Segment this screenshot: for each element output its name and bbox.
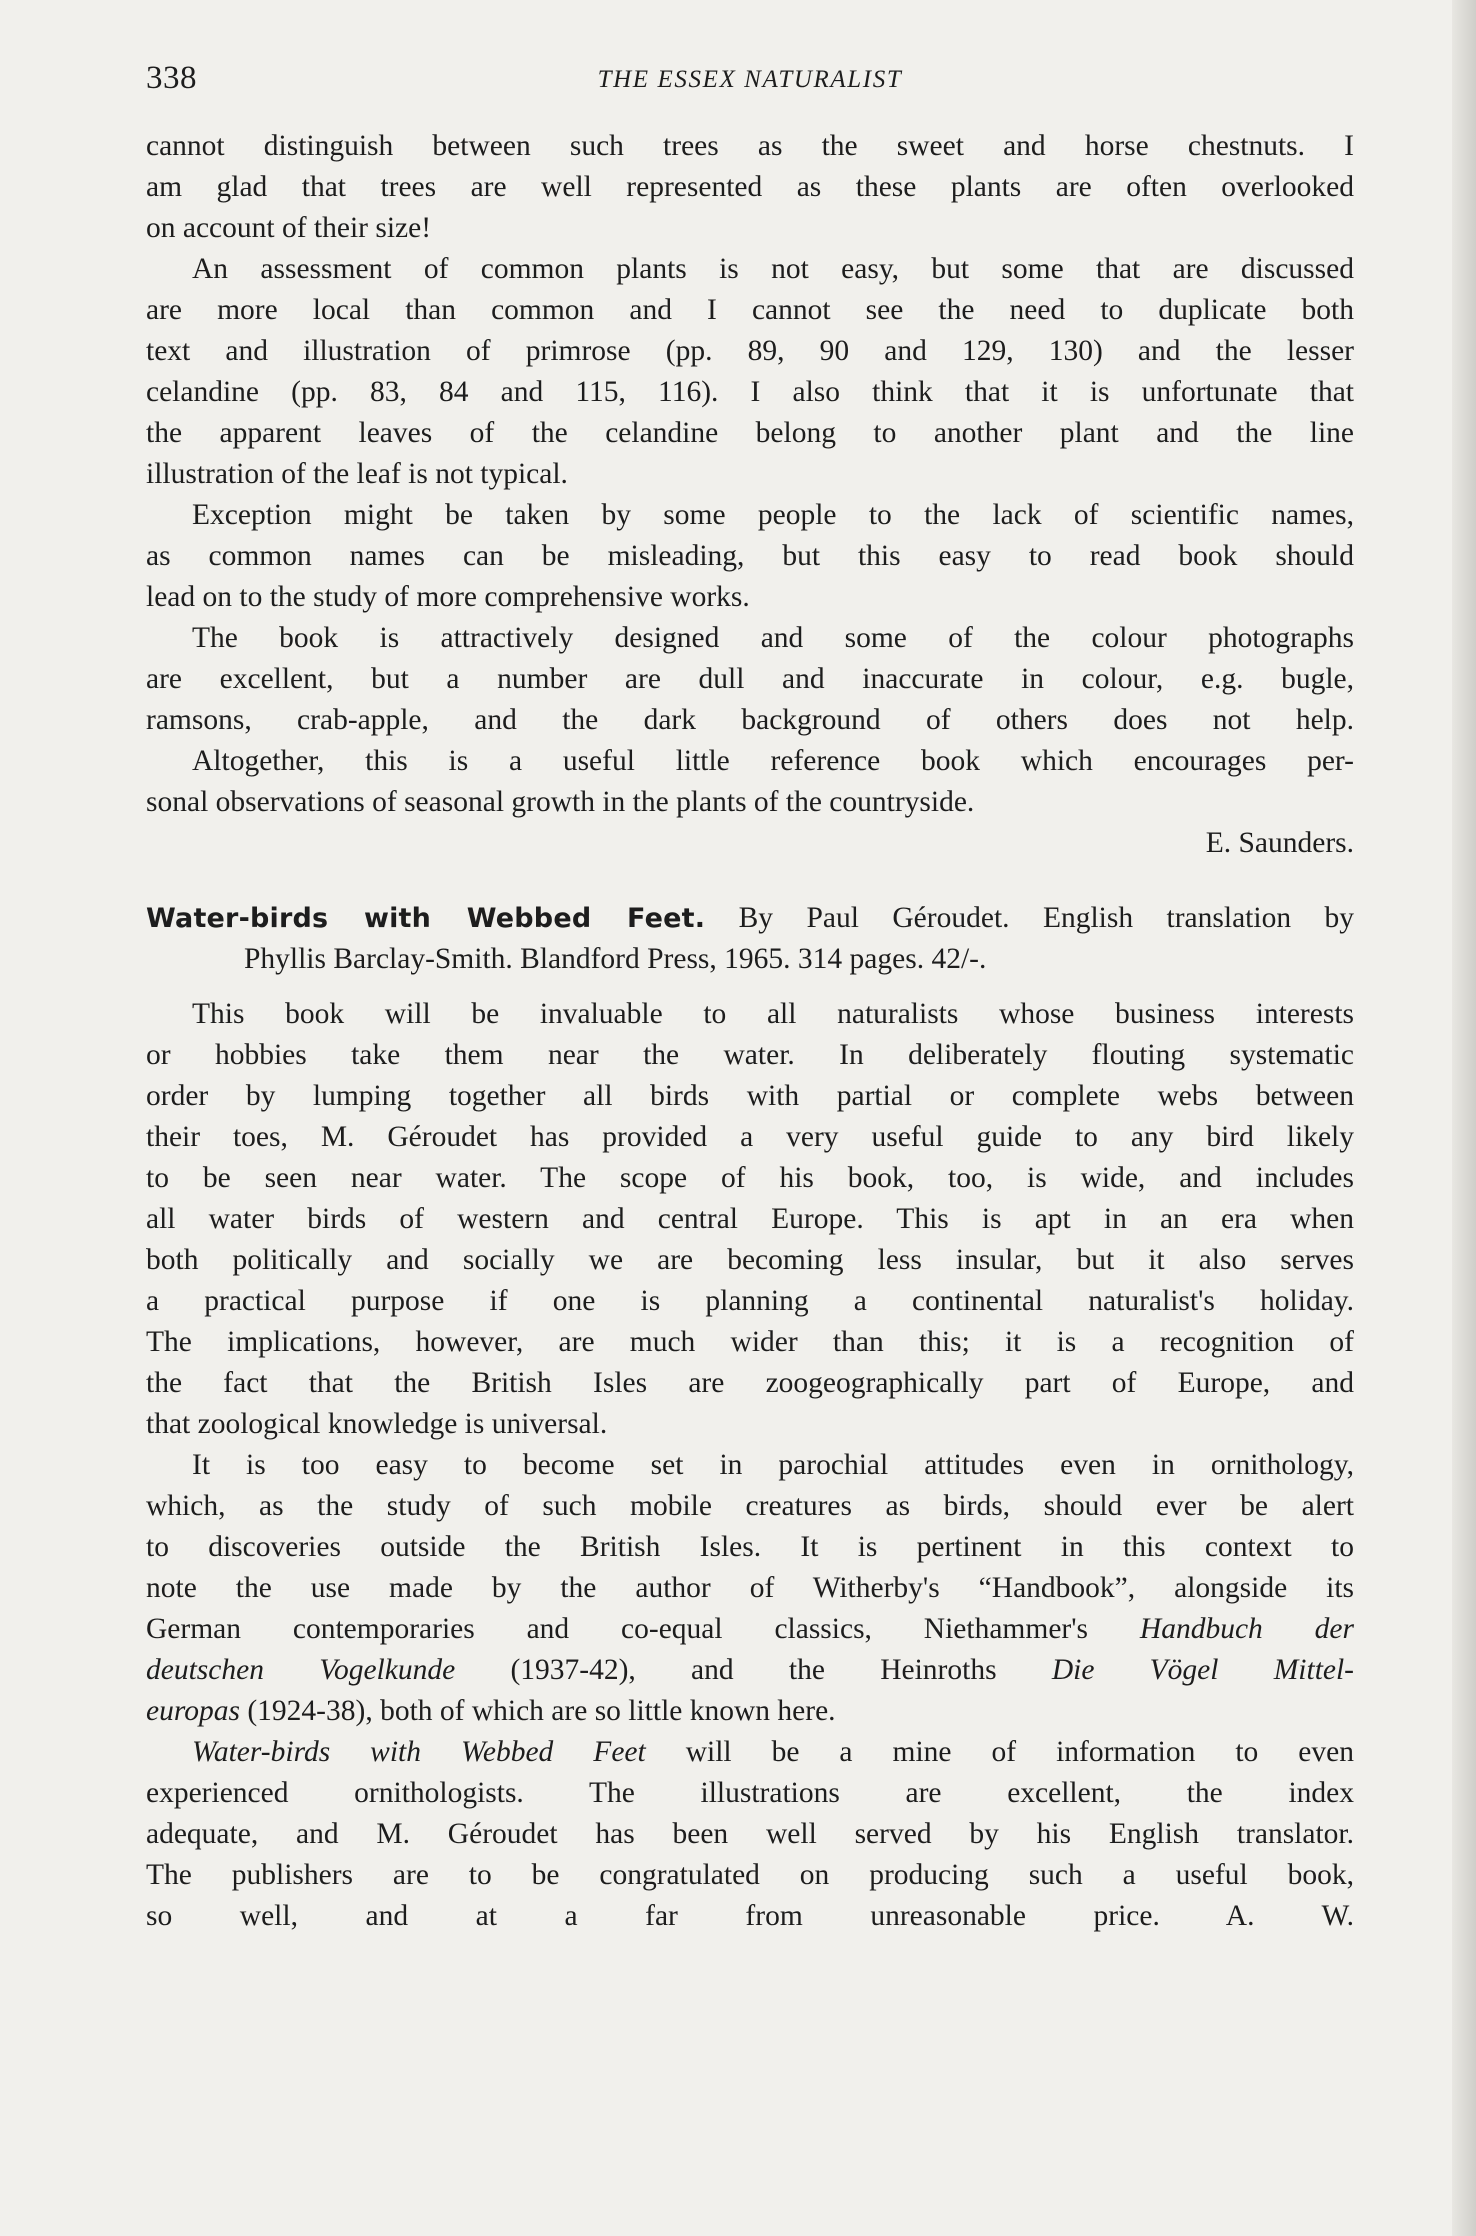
section-gap: [146, 980, 1354, 994]
page-body: [146, 126, 1354, 1937]
text-line: The publishers are to be congratulated on producing such a useful book,: [146, 1859, 1354, 1891]
text-line: Exception might be taken by some people to the lack of scientific names,: [192, 499, 1354, 531]
text-line: cannot distinguish between such trees as the sweet and horse chestnuts. I: [146, 130, 1354, 162]
text-line: order by lumping together all birds with partial or complete webs between: [146, 1080, 1354, 1112]
book-title-italic: Water-birds with Webbed Feet: [192, 1736, 646, 1768]
text-line: which, as the study of such mobile creatures as birds, should ever be alert: [146, 1490, 1354, 1522]
review-heading: [146, 898, 1354, 939]
text-line: celandine (pp. 83, 84 and 115, 116). I also think that it is unfortunate that: [146, 376, 1354, 408]
text-line: the fact that the British Isles are zoogeographically part of Europe, and: [146, 1367, 1354, 1399]
text-line: [146, 1609, 1354, 1650]
text-line: This book will be invaluable to all naturalists whose business interests: [192, 998, 1354, 1030]
text-line: text and illustration of primrose (pp. 89, 90 and 129, 130) and the lesser: [146, 335, 1354, 367]
reviewer-signature: A. W.: [1225, 1900, 1354, 1932]
text-line: The implications, however, are much wider than this; it is a recognition of: [146, 1326, 1354, 1358]
text-line: lead on to the study of more comprehensive works.: [146, 581, 750, 613]
text-line: the apparent leaves of the celandine belong to another plant and the line: [146, 417, 1354, 449]
text-line: to discoveries outside the British Isles. It is pertinent in this context to: [146, 1531, 1354, 1563]
text-line: am glad that trees are well represented as these plants are often overlooked: [146, 171, 1354, 203]
text-span: so well, and at a far from unreasonable price.: [146, 1900, 1160, 1932]
section-gap: [146, 864, 1354, 898]
review-citation-continued: Phyllis Barclay-Smith. Blandford Press, 1965. 314 pages. 42/-.: [244, 943, 987, 975]
book-title-italic: Handbuch der: [1139, 1613, 1354, 1645]
text-line: sonal observations of seasonal growth in the plants of the countryside.: [146, 786, 975, 818]
text-span: will be a mine of information to even: [645, 1736, 1354, 1768]
text-line: [146, 1732, 1354, 1773]
text-line: experienced ornithologists. The illustrations are excellent, the index: [146, 1777, 1354, 1809]
text-line: are more local than common and I cannot see the need to duplicate both: [146, 294, 1354, 326]
text-line: [146, 1896, 1354, 1937]
book-title-italic: Die Vögel Mittel-: [1051, 1654, 1355, 1686]
text-span: German contemporaries and co-equal classics, Niethammer's: [146, 1613, 1140, 1645]
text-line: to be seen near water. The scope of his book, too, is wide, and includes: [146, 1162, 1354, 1194]
text-line: Altogether, this is a useful little reference book which encourages per-: [192, 745, 1354, 777]
review-book-title: Water-birds with Webbed Feet.: [146, 903, 706, 934]
text-line: a practical purpose if one is planning a continental naturalist's holiday.: [146, 1285, 1354, 1317]
text-line: illustration of the leaf is not typical.: [146, 458, 568, 490]
running-title: THE ESSEX NATURALIST: [597, 66, 903, 93]
text-line: on account of their size!: [146, 212, 432, 244]
text-line: adequate, and M. Géroudet has been well served by his English translator.: [146, 1818, 1354, 1850]
page-header: [146, 60, 1354, 100]
text-span: (1937-42), and the Heinroths: [455, 1654, 1052, 1686]
text-line: their toes, M. Géroudet has provided a very useful guide to any bird likely: [146, 1121, 1354, 1153]
text-line: [146, 1691, 1354, 1732]
text-line: ramsons, crab-apple, and the dark background of others does not help.: [146, 704, 1354, 736]
text-line: as common names can be misleading, but this easy to read book should: [146, 540, 1354, 572]
page-edge-shadow: [1452, 0, 1476, 2236]
text-line: [146, 1650, 1354, 1691]
page-number: 338: [146, 60, 197, 96]
text-span: (1924-38), both of which are so little known here.: [239, 1695, 836, 1727]
text-line: all water birds of western and central Europe. This is apt in an era when: [146, 1203, 1354, 1235]
book-title-italic: europas: [146, 1695, 240, 1727]
text-line: or hobbies take them near the water. In deliberately flouting systematic: [146, 1039, 1354, 1071]
text-line: It is too easy to become set in parochial attitudes even in ornithology,: [192, 1449, 1354, 1481]
text-line: are excellent, but a number are dull and inaccurate in colour, e.g. bugle,: [146, 663, 1354, 695]
text-line: The book is attractively designed and some of the colour photographs: [192, 622, 1354, 654]
book-title-italic: deutschen Vogelkunde: [146, 1654, 456, 1686]
text-line: both politically and socially we are becoming less insular, but it also serves: [146, 1244, 1354, 1276]
reviewer-signature: E. Saunders.: [1205, 827, 1354, 859]
text-line: that zoological knowledge is universal.: [146, 1408, 608, 1440]
review-citation: By Paul Géroudet. English translation by: [738, 902, 1355, 934]
text-line: An assessment of common plants is not easy, but some that are discussed: [192, 253, 1354, 285]
text-line: note the use made by the author of Witherby's “Handbook”, alongside its: [146, 1572, 1354, 1604]
